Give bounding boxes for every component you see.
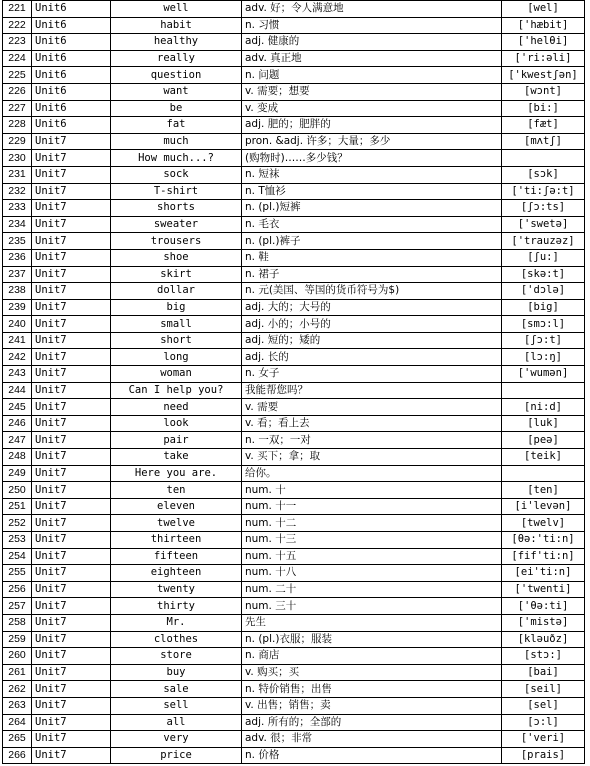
phonetic-cell: [big] (502, 299, 585, 316)
meaning-cell: n. (pl.)短裤 (242, 200, 502, 217)
word-cell: thirteen (111, 532, 242, 549)
unit-cell: Unit7 (32, 150, 111, 167)
table-row (3, 50, 585, 67)
word-cell: twelve (111, 515, 242, 532)
row-number: 241 (3, 332, 32, 349)
unit-cell: Unit7 (32, 166, 111, 183)
word-cell: look (111, 415, 242, 432)
unit-cell: Unit7 (32, 747, 111, 764)
phonetic-cell: [stɔ:] (502, 648, 585, 665)
word-cell: skirt (111, 266, 242, 283)
word-cell: much (111, 133, 242, 150)
word-cell: fat (111, 117, 242, 134)
meaning-cell: adv. 真正地 (242, 50, 502, 67)
meaning-cell: 我能帮您吗？ (242, 382, 502, 399)
phonetic-cell: [lɔ:ŋ] (502, 349, 585, 366)
table-row (3, 415, 585, 432)
word-cell: need (111, 399, 242, 416)
word-cell: question (111, 67, 242, 84)
row-number: 259 (3, 631, 32, 648)
phonetic-cell: [smɔ:l] (502, 316, 585, 333)
meaning-cell: adj. 所有的；全部的 (242, 714, 502, 731)
word-cell: very (111, 731, 242, 748)
phonetic-cell: ['wumən] (502, 366, 585, 383)
phonetic-cell: ['helθi] (502, 34, 585, 51)
word-cell: pair (111, 432, 242, 449)
phonetic-cell: [bai] (502, 664, 585, 681)
unit-cell: Unit7 (32, 382, 111, 399)
vocabulary-table-body (3, 1, 585, 764)
word-cell: trousers (111, 233, 242, 250)
row-number: 236 (3, 249, 32, 266)
phonetic-cell: ['hæbit] (502, 17, 585, 34)
row-number: 265 (3, 731, 32, 748)
phonetic-cell: ['mistə] (502, 614, 585, 631)
meaning-cell: n. 毛衣 (242, 216, 502, 233)
row-number: 252 (3, 515, 32, 532)
meaning-cell: n. 习惯 (242, 17, 502, 34)
row-number: 238 (3, 283, 32, 300)
phonetic-cell: [sel] (502, 697, 585, 714)
row-number: 254 (3, 548, 32, 565)
table-row (3, 532, 585, 549)
table-row (3, 482, 585, 499)
table-row (3, 565, 585, 582)
row-number: 237 (3, 266, 32, 283)
word-cell: short (111, 332, 242, 349)
row-number: 261 (3, 664, 32, 681)
unit-cell: Unit7 (32, 565, 111, 582)
meaning-cell: n. 特价销售；出售 (242, 681, 502, 698)
row-number: 251 (3, 498, 32, 515)
phonetic-cell: ['veri] (502, 731, 585, 748)
table-row (3, 432, 585, 449)
table-row (3, 449, 585, 466)
meaning-cell: num. 十 (242, 482, 502, 499)
table-row (3, 117, 585, 134)
phonetic-cell: [θə:'ti:n] (502, 532, 585, 549)
word-cell: sweater (111, 216, 242, 233)
unit-cell: Unit6 (32, 34, 111, 51)
row-number: 233 (3, 200, 32, 217)
table-row (3, 648, 585, 665)
word-cell: sell (111, 697, 242, 714)
word-cell: How much...? (111, 150, 242, 167)
word-cell: twenty (111, 581, 242, 598)
phonetic-cell (502, 382, 585, 399)
meaning-cell: n. 元(美国、等国的货币符号为$) (242, 283, 502, 300)
row-number: 263 (3, 697, 32, 714)
phonetic-cell: [fæt] (502, 117, 585, 134)
phonetic-cell: [peə] (502, 432, 585, 449)
meaning-cell: v. 出售；销售；卖 (242, 697, 502, 714)
unit-cell: Unit7 (32, 183, 111, 200)
phonetic-cell (502, 150, 585, 167)
meaning-cell: n. T恤衫 (242, 183, 502, 200)
table-row (3, 183, 585, 200)
word-cell: sale (111, 681, 242, 698)
word-cell: fifteen (111, 548, 242, 565)
meaning-cell: adj. 大的；大号的 (242, 299, 502, 316)
row-number: 230 (3, 150, 32, 167)
meaning-cell: n. 鞋 (242, 249, 502, 266)
phonetic-cell: [skə:t] (502, 266, 585, 283)
word-cell: take (111, 449, 242, 466)
table-row (3, 233, 585, 250)
table-row (3, 382, 585, 399)
unit-cell: Unit7 (32, 266, 111, 283)
table-row (3, 598, 585, 615)
row-number: 266 (3, 747, 32, 764)
table-row (3, 631, 585, 648)
word-cell: shorts (111, 200, 242, 217)
unit-cell: Unit7 (32, 498, 111, 515)
table-row (3, 1, 585, 18)
word-cell: clothes (111, 631, 242, 648)
table-row (3, 150, 585, 167)
phonetic-cell: [ʃɔ:t] (502, 332, 585, 349)
table-row (3, 548, 585, 565)
unit-cell: Unit7 (32, 714, 111, 731)
unit-cell: Unit7 (32, 283, 111, 300)
phonetic-cell: [sɔk] (502, 166, 585, 183)
phonetic-cell: ['ri:əli] (502, 50, 585, 67)
unit-cell: Unit7 (32, 515, 111, 532)
meaning-cell: v. 购买；买 (242, 664, 502, 681)
meaning-cell: adv. 很；非常 (242, 731, 502, 748)
word-cell: Mr. (111, 614, 242, 631)
meaning-cell: num. 十三 (242, 532, 502, 549)
word-cell: shoe (111, 249, 242, 266)
table-row (3, 399, 585, 416)
table-row (3, 697, 585, 714)
unit-cell: Unit7 (32, 200, 111, 217)
row-number: 262 (3, 681, 32, 698)
unit-cell: Unit7 (32, 697, 111, 714)
word-cell: well (111, 1, 242, 18)
word-cell: habit (111, 17, 242, 34)
meaning-cell: adj. 肥的；肥胖的 (242, 117, 502, 134)
unit-cell: Unit7 (32, 648, 111, 665)
meaning-cell: n. 商店 (242, 648, 502, 665)
unit-cell: Unit7 (32, 449, 111, 466)
table-row (3, 316, 585, 333)
unit-cell: Unit7 (32, 482, 111, 499)
row-number: 221 (3, 1, 32, 18)
unit-cell: Unit7 (32, 598, 111, 615)
table-row (3, 299, 585, 316)
unit-cell: Unit7 (32, 681, 111, 698)
phonetic-cell: [wɔnt] (502, 83, 585, 100)
unit-cell: Unit6 (32, 100, 111, 117)
table-row (3, 249, 585, 266)
table-row (3, 349, 585, 366)
meaning-cell: v. 需要 (242, 399, 502, 416)
row-number: 256 (3, 581, 32, 598)
meaning-cell: v. 买下；拿；取 (242, 449, 502, 466)
unit-cell: Unit7 (32, 432, 111, 449)
meaning-cell: v. 变成 (242, 100, 502, 117)
word-cell: big (111, 299, 242, 316)
phonetic-cell: ['kwestʃən] (502, 67, 585, 84)
meaning-cell: adj. 长的 (242, 349, 502, 366)
unit-cell: Unit7 (32, 631, 111, 648)
word-cell: Here you are. (111, 465, 242, 482)
phonetic-cell: [fif'ti:n] (502, 548, 585, 565)
table-row (3, 681, 585, 698)
table-row (3, 266, 585, 283)
phonetic-cell: [seil] (502, 681, 585, 698)
table-row (3, 166, 585, 183)
meaning-cell: adj. 小的；小号的 (242, 316, 502, 333)
phonetic-cell: ['trauzəz] (502, 233, 585, 250)
unit-cell: Unit7 (32, 133, 111, 150)
row-number: 242 (3, 349, 32, 366)
meaning-cell: n. 价格 (242, 747, 502, 764)
table-row (3, 498, 585, 515)
table-row (3, 83, 585, 100)
row-number: 246 (3, 415, 32, 432)
unit-cell: Unit7 (32, 249, 111, 266)
phonetic-cell: [ʃu:] (502, 249, 585, 266)
unit-cell: Unit6 (32, 83, 111, 100)
word-cell: ten (111, 482, 242, 499)
word-cell: woman (111, 366, 242, 383)
phonetic-cell: [luk] (502, 415, 585, 432)
meaning-cell: 先生 (242, 614, 502, 631)
table-row (3, 332, 585, 349)
phonetic-cell: [mʌtʃ] (502, 133, 585, 150)
meaning-cell: num. 十二 (242, 515, 502, 532)
row-number: 239 (3, 299, 32, 316)
meaning-cell: n. 短袜 (242, 166, 502, 183)
unit-cell: Unit6 (32, 67, 111, 84)
table-row (3, 200, 585, 217)
vocabulary-table (2, 0, 585, 764)
word-cell: healthy (111, 34, 242, 51)
row-number: 264 (3, 714, 32, 731)
unit-cell: Unit7 (32, 415, 111, 432)
unit-cell: Unit7 (32, 366, 111, 383)
word-cell: sock (111, 166, 242, 183)
unit-cell: Unit6 (32, 17, 111, 34)
table-row (3, 515, 585, 532)
phonetic-cell: ['twenti] (502, 581, 585, 598)
row-number: 234 (3, 216, 32, 233)
meaning-cell: num. 二十 (242, 581, 502, 598)
unit-cell: Unit7 (32, 399, 111, 416)
word-cell: T-shirt (111, 183, 242, 200)
phonetic-cell: [kləuðz] (502, 631, 585, 648)
unit-cell: Unit6 (32, 50, 111, 67)
word-cell: small (111, 316, 242, 333)
word-cell: Can I help you? (111, 382, 242, 399)
table-row (3, 34, 585, 51)
row-number: 232 (3, 183, 32, 200)
table-row (3, 731, 585, 748)
meaning-cell: num. 十一 (242, 498, 502, 515)
phonetic-cell: [bi:] (502, 100, 585, 117)
table-row (3, 581, 585, 598)
table-row (3, 366, 585, 383)
unit-cell: Unit7 (32, 349, 111, 366)
meaning-cell: 给你。 (242, 465, 502, 482)
phonetic-cell: [ɔ:l] (502, 714, 585, 731)
word-cell: want (111, 83, 242, 100)
meaning-cell: adj. 短的；矮的 (242, 332, 502, 349)
table-row (3, 747, 585, 764)
meaning-cell: n. 裙子 (242, 266, 502, 283)
unit-cell: Unit7 (32, 332, 111, 349)
row-number: 223 (3, 34, 32, 51)
table-row (3, 216, 585, 233)
meaning-cell: n. 问题 (242, 67, 502, 84)
phonetic-cell: ['ti:ʃə:t] (502, 183, 585, 200)
phonetic-cell: [prais] (502, 747, 585, 764)
phonetic-cell: ['θə:ti] (502, 598, 585, 615)
table-row (3, 133, 585, 150)
row-number: 255 (3, 565, 32, 582)
word-cell: eleven (111, 498, 242, 515)
unit-cell: Unit6 (32, 117, 111, 134)
meaning-cell: n. 女子 (242, 366, 502, 383)
row-number: 229 (3, 133, 32, 150)
phonetic-cell: [ʃɔ:ts] (502, 200, 585, 217)
word-cell: buy (111, 664, 242, 681)
unit-cell: Unit7 (32, 233, 111, 250)
unit-cell: Unit7 (32, 731, 111, 748)
row-number: 235 (3, 233, 32, 250)
row-number: 258 (3, 614, 32, 631)
table-row (3, 664, 585, 681)
meaning-cell: (购物时)……多少钱？ (242, 150, 502, 167)
meaning-cell: adj. 健康的 (242, 34, 502, 51)
meaning-cell: adv. 好；令人满意地 (242, 1, 502, 18)
table-row (3, 465, 585, 482)
meaning-cell: n. (pl.)衣服；服装 (242, 631, 502, 648)
meaning-cell: num. 三十 (242, 598, 502, 615)
word-cell: dollar (111, 283, 242, 300)
table-row (3, 714, 585, 731)
unit-cell: Unit7 (32, 548, 111, 565)
word-cell: really (111, 50, 242, 67)
table-row (3, 283, 585, 300)
phonetic-cell (502, 465, 585, 482)
unit-cell: Unit7 (32, 216, 111, 233)
unit-cell: Unit6 (32, 1, 111, 18)
row-number: 253 (3, 532, 32, 549)
row-number: 225 (3, 67, 32, 84)
phonetic-cell: [teik] (502, 449, 585, 466)
meaning-cell: pron. &adj. 许多；大量；多少 (242, 133, 502, 150)
row-number: 240 (3, 316, 32, 333)
word-cell: store (111, 648, 242, 665)
table-row (3, 17, 585, 34)
unit-cell: Unit7 (32, 465, 111, 482)
row-number: 224 (3, 50, 32, 67)
unit-cell: Unit7 (32, 664, 111, 681)
row-number: 227 (3, 100, 32, 117)
phonetic-cell: ['swetə] (502, 216, 585, 233)
phonetic-cell: [ten] (502, 482, 585, 499)
meaning-cell: n. 一双；一对 (242, 432, 502, 449)
row-number: 244 (3, 382, 32, 399)
word-cell: be (111, 100, 242, 117)
word-cell: long (111, 349, 242, 366)
table-row (3, 100, 585, 117)
unit-cell: Unit7 (32, 581, 111, 598)
phonetic-cell: [twelv] (502, 515, 585, 532)
row-number: 228 (3, 117, 32, 134)
row-number: 231 (3, 166, 32, 183)
row-number: 260 (3, 648, 32, 665)
table-row (3, 614, 585, 631)
row-number: 243 (3, 366, 32, 383)
phonetic-cell: [ei'ti:n] (502, 565, 585, 582)
row-number: 226 (3, 83, 32, 100)
word-cell: price (111, 747, 242, 764)
row-number: 245 (3, 399, 32, 416)
meaning-cell: v. 需要；想要 (242, 83, 502, 100)
row-number: 247 (3, 432, 32, 449)
unit-cell: Unit7 (32, 299, 111, 316)
phonetic-cell: [i'levən] (502, 498, 585, 515)
row-number: 222 (3, 17, 32, 34)
row-number: 248 (3, 449, 32, 466)
meaning-cell: v. 看；看上去 (242, 415, 502, 432)
unit-cell: Unit7 (32, 316, 111, 333)
row-number: 250 (3, 482, 32, 499)
meaning-cell: num. 十五 (242, 548, 502, 565)
unit-cell: Unit7 (32, 532, 111, 549)
row-number: 249 (3, 465, 32, 482)
unit-cell: Unit7 (32, 614, 111, 631)
table-row (3, 67, 585, 84)
phonetic-cell: [wel] (502, 1, 585, 18)
word-cell: thirty (111, 598, 242, 615)
row-number: 257 (3, 598, 32, 615)
phonetic-cell: [ni:d] (502, 399, 585, 416)
word-cell: eighteen (111, 565, 242, 582)
word-cell: all (111, 714, 242, 731)
meaning-cell: n. (pl.)裤子 (242, 233, 502, 250)
meaning-cell: num. 十八 (242, 565, 502, 582)
phonetic-cell: ['dɔlə] (502, 283, 585, 300)
